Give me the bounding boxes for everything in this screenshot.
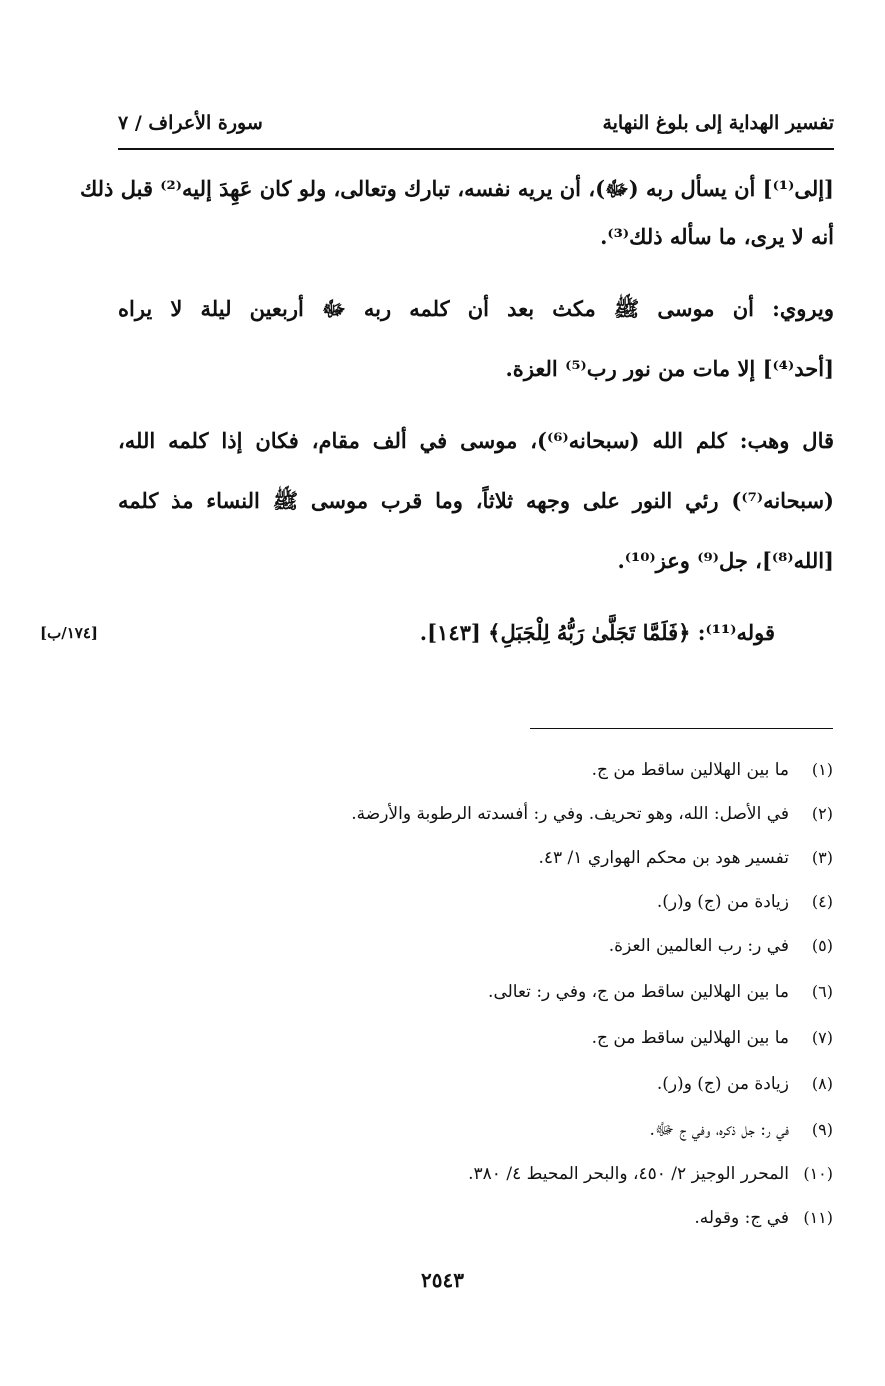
footnote-number: (٢) xyxy=(811,804,833,823)
footnote xyxy=(592,758,833,782)
footnote-number: (٩) xyxy=(811,1120,833,1139)
paragraph-line: (سبحانه⁽⁷⁾) رئي النور على وجهه ثلاثاً، وما قرب موسى ﷺ النساء مذ كلمه xyxy=(118,488,834,513)
footnote xyxy=(657,1072,833,1096)
surah-label: سورة الأعراف / ٧ xyxy=(118,112,263,134)
footnote-number: (١٠) xyxy=(803,1164,833,1183)
footnote-text: زيادة من (ج) و(ر). xyxy=(656,1074,789,1094)
page-number: ٢٥٤٣ xyxy=(421,1268,464,1292)
footnote xyxy=(649,1118,833,1142)
paragraph-line: [أحد⁽⁴⁾] إلا مات من نور رب⁽⁵⁾ العزة. xyxy=(505,356,834,381)
footnote-text: ما بين الهلالين ساقط من ج. xyxy=(591,760,789,780)
footnote-text: في ر: جل ذكره، وفي ج ﷻ. xyxy=(649,1120,789,1140)
footnote-text: ما بين الهلالين ساقط من ج، وفي ر: تعالى. xyxy=(488,982,789,1002)
paragraph-line: قال وهب: كلم الله (سبحانه⁽⁶⁾)، موسى في ألف مقام، فكان إذا كلمه الله، xyxy=(118,428,834,453)
running-header xyxy=(118,112,834,148)
paragraph-line: أنه لا يرى، ما سأله ذلك⁽³⁾. xyxy=(600,224,834,249)
footnote-text: المحرر الوجيز ٢/ ٤٥٠، والبحر المحيط ٤/ ٣٨٠. xyxy=(468,1164,789,1184)
footnote xyxy=(694,1206,833,1230)
footnote xyxy=(592,1026,833,1050)
footnote-text: في ج: وقوله. xyxy=(694,1208,789,1228)
footnote-number: (٥) xyxy=(811,936,833,955)
footnote-text: في الأصل: الله، وهو تحريف. وفي ر: أفسدته الرطوبة والأرضة. xyxy=(351,804,789,824)
footnote-number: (٤) xyxy=(811,892,833,911)
footnote-text: زيادة من (ج) و(ر). xyxy=(656,892,789,912)
footnote xyxy=(488,980,833,1004)
footnote xyxy=(351,802,833,826)
footnote-number: (٨) xyxy=(811,1074,833,1093)
footnote-number: (١١) xyxy=(803,1208,833,1227)
footnote-number: (١) xyxy=(811,760,833,779)
footnote xyxy=(609,934,833,958)
book-title: تفسير الهداية إلى بلوغ النهاية xyxy=(602,112,834,134)
footnote-text: في ر: رب العالمين العزة. xyxy=(608,936,789,956)
quran-verse-line: قوله⁽¹¹⁾: ﴿فَلَمَّا تَجَلَّىٰ رَبُّهُ لِلْجَبَلِ﴾ [١٤٣]. xyxy=(419,620,775,645)
footnote-number: (٦) xyxy=(811,982,833,1001)
paragraph-line: [الله⁽⁸⁾]، جل⁽⁹⁾ وعز⁽¹⁰⁾. xyxy=(617,548,834,573)
paragraph-line: ويروي: أن موسى ﷺ مكث بعد أن كلمه ربه ﷻ أربعين ليلة لا يراه xyxy=(118,296,834,321)
footnote-number: (٣) xyxy=(811,848,833,867)
footnote-separator xyxy=(530,728,833,729)
paragraph-line: [إلى⁽¹⁾] أن يسأل ربه (ﷻ)، أن يريه نفسه، تبارك وتعالى، ولو كان عَهِدَ إليه⁽²⁾ قبل ذلك xyxy=(79,176,834,201)
header-rule xyxy=(118,148,834,150)
footnote xyxy=(657,890,833,914)
footnote-text: تفسير هود بن محكم الهواري ١/ ٤٣. xyxy=(538,848,789,868)
footnote-text: ما بين الهلالين ساقط من ج. xyxy=(591,1028,789,1048)
manuscript-folio-marker: [١٧٤/ب] xyxy=(40,624,98,642)
footnote-number: (٧) xyxy=(811,1028,833,1047)
footnote xyxy=(538,846,833,870)
footnote xyxy=(468,1162,833,1186)
